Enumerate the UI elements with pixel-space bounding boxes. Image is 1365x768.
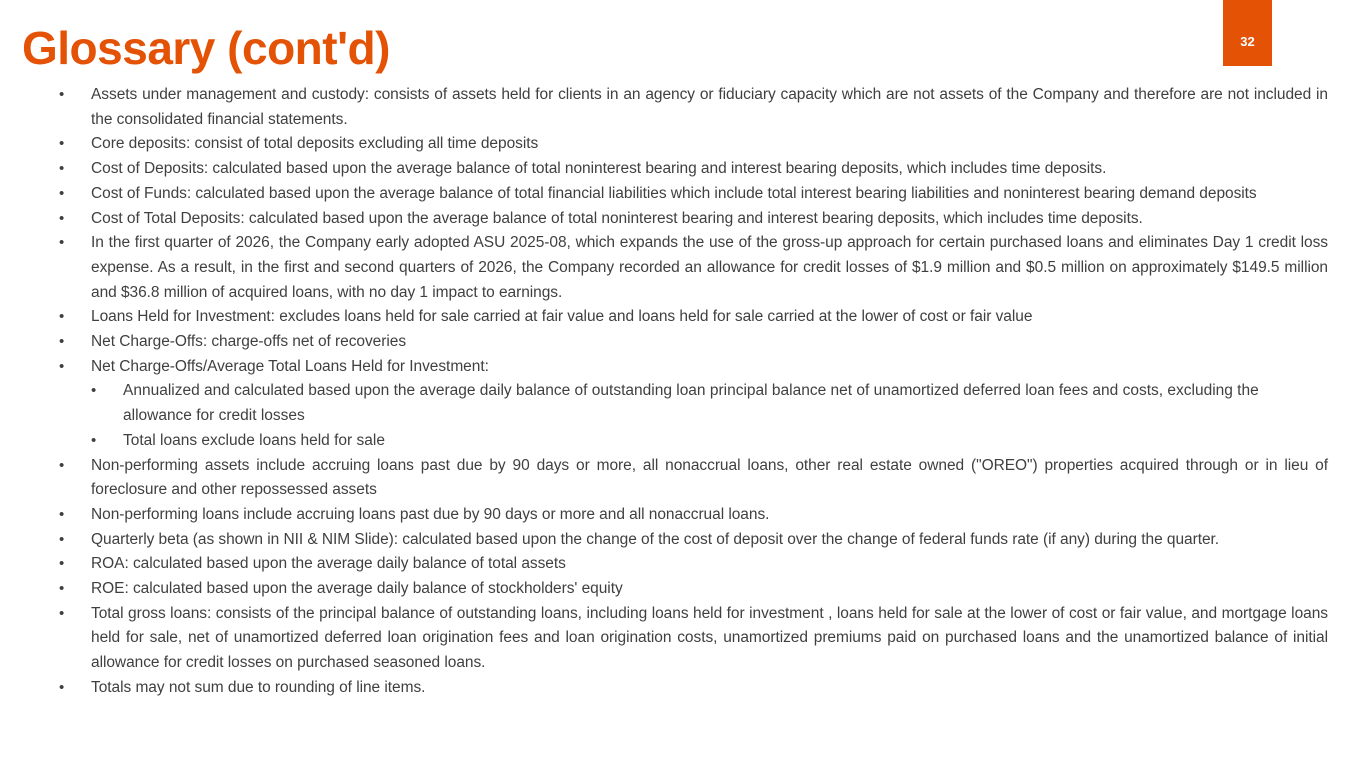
glossary-subitem-text: Total loans exclude loans held for sale (123, 431, 385, 449)
bullet-icon: • (59, 209, 65, 227)
glossary-item-text: Net Charge-Offs: charge-offs net of recoveries (91, 333, 407, 351)
bullet-icon: • (59, 580, 65, 598)
glossary-item-roe (55, 577, 1328, 602)
glossary-item-net-charge-offs (55, 330, 1328, 355)
glossary-subitem-total-loans (55, 429, 1328, 454)
glossary-item-total-gross-loans (55, 602, 1328, 676)
glossary-item-core-deposits (55, 132, 1328, 157)
bullet-icon: • (59, 86, 65, 103)
glossary-item-text: Cost of Deposits: calculated based upon the average balance of total noninterest bearing and interest bearing deposits, which includes time deposits. (91, 160, 1107, 178)
glossary-subitem-text: Annualized and calculated based upon the average daily balance of outstanding loan principal balance net of unamortized deferred loan fees and costs, excluding the allowance for credit losses (123, 382, 1259, 425)
glossary-item-text: Cost of Funds: calculated based upon the average balance of total financial liabilities which include total interest bearing liabilities and noninterest bearing demand deposits (91, 184, 1257, 202)
bullet-icon: • (59, 678, 65, 696)
glossary-item-text: Assets under management and custody: consists of assets held for clients in an agency or fiduciary capacity which are not assets of the Company and therefore are not included in the consolidated financial statements. (91, 86, 1328, 128)
bullet-icon: • (59, 135, 65, 153)
glossary-item-text: Loans Held for Investment: excludes loans held for sale carried at fair value and loans held for sale carried at the lower of cost or fair value (91, 308, 1033, 326)
bullet-icon: • (59, 604, 65, 622)
glossary-item-quarterly-beta (55, 528, 1328, 553)
page-number-badge: 32 (1223, 0, 1272, 66)
glossary-item-text: Totals may not sum due to rounding of line items. (91, 678, 426, 696)
glossary-item-rounding (55, 676, 1328, 701)
glossary-item-text: Non-performing assets include accruing loans past due by 90 days or more, all nonaccrual loans, other real estate owned ("OREO") properties acquired through or in lieu of foreclosure and other repossessed assets (91, 456, 1328, 499)
glossary-item-text: ROA: calculated based upon the average daily balance of total assets (91, 555, 566, 573)
glossary-item-cost-of-total-deposits (55, 207, 1328, 232)
glossary-item-text: Net Charge-Offs/Average Total Loans Held for Investment: (91, 357, 489, 375)
bullet-icon: • (59, 357, 65, 375)
glossary-item-text: In the first quarter of 2026, the Company early adopted ASU 2025-08, which expands the use of the gross-up approach for certain purchased loans and eliminates Day 1 credit loss expense. As a result, in the first and second quarters of 2026, the Company recorded an allowance for credit losses of $1.9 million and $0.5 million on approximately $149.5 million and $36.8 million of acquired loans, with no day 1 impact to earnings. (91, 234, 1328, 301)
glossary-item-nco-ratio (55, 355, 1328, 380)
glossary-item-roa (55, 552, 1328, 577)
glossary-item-text: Non-performing loans include accruing loans past due by 90 days or more and all nonaccrual loans. (91, 505, 770, 523)
glossary-item-text: Core deposits: consist of total deposits excluding all time deposits (91, 135, 539, 153)
glossary-item-loans-held-for-investment (55, 305, 1328, 330)
bullet-icon: • (59, 160, 65, 178)
glossary-subitem-annualized (55, 379, 1328, 428)
bullet-icon: • (59, 333, 65, 351)
bullet-icon: • (59, 234, 65, 252)
glossary-item-text: Quarterly beta (as shown in NII & NIM Slide): calculated based upon the change of the cost of deposit over the change of federal funds rate (if any) during the quarter. (91, 530, 1220, 548)
glossary-item-text: Total gross loans: consists of the principal balance of outstanding loans, including loans held for investment , loans held for sale at the lower of cost or fair value, and mortgage loans held for sale, net of unamortized deferred loan origination fees and loan origination costs, unamortized premiums paid on purchased loans and the unamortized balance of initial allowance for credit losses on purchased seasoned loans. (91, 604, 1328, 672)
bullet-icon: • (59, 308, 65, 326)
sub-bullet-icon: • (91, 382, 97, 400)
glossary-item-text: ROE: calculated based upon the average daily balance of stockholders' equity (91, 580, 623, 598)
glossary-list (55, 83, 1328, 701)
bullet-icon: • (59, 184, 65, 202)
bullet-icon: • (59, 505, 65, 523)
sub-bullet-icon: • (91, 431, 97, 449)
glossary-item-text: Cost of Total Deposits: calculated based upon the average balance of total noninterest bearing and interest bearing deposits, which includes time deposits. (91, 209, 1143, 227)
bullet-icon: • (59, 456, 65, 474)
glossary-item-asu-adoption (55, 231, 1328, 305)
glossary-item-cost-of-deposits (55, 157, 1328, 182)
bullet-icon: • (59, 530, 65, 548)
glossary-item-npl (55, 503, 1328, 528)
glossary-item-aum (55, 83, 1328, 132)
glossary-item-npa (55, 454, 1328, 503)
page-title: Glossary (cont'd) (22, 22, 390, 74)
bullet-icon: • (59, 555, 65, 573)
glossary-item-cost-of-funds (55, 182, 1328, 207)
